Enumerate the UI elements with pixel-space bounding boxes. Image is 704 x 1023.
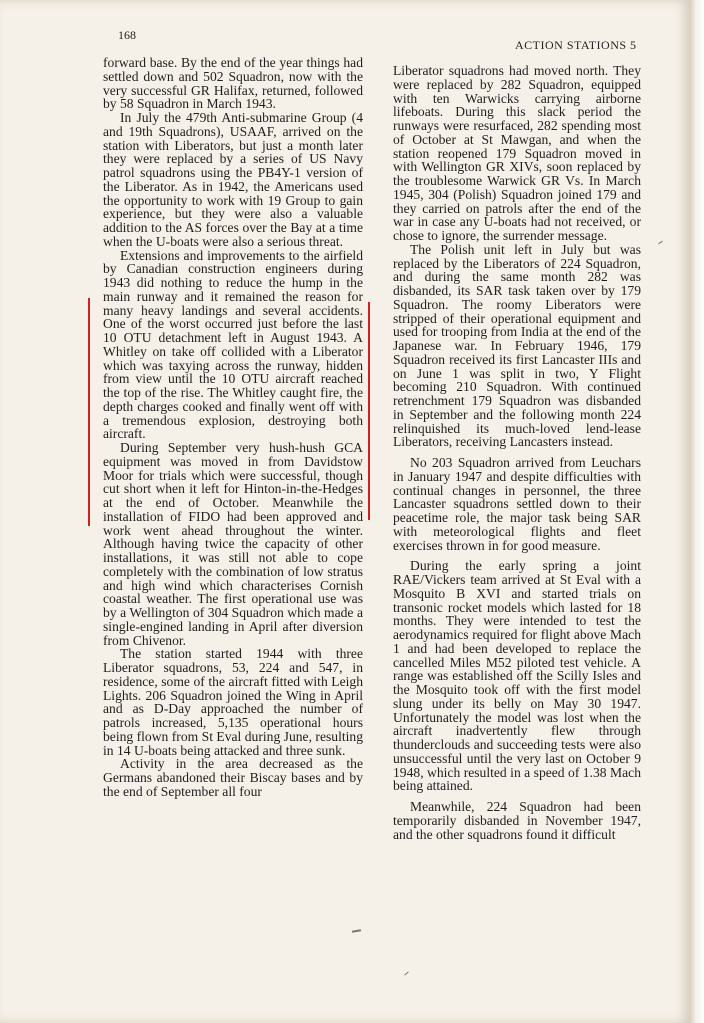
running-head: ACTION STATIONS 5 bbox=[515, 38, 637, 52]
left-paragraph-6: Activity in the area decreased as the Germans abandoned their Biscay bases and by the end of September all four bbox=[103, 756, 363, 799]
paper-speck bbox=[404, 972, 408, 976]
left-paragraph-5: The station started 1944 with three Liberator squadrons, 53, 224 and 547, in residence, some of the aircraft fitted with Leigh Lights. 206 Squadron joined the Wing in April and as D-Day approached the number of patrols increased, 5,135 operational hours being flown from St Eval during June, resulting in 14 U-boats being attacked and three sunk. bbox=[103, 646, 363, 758]
right-paragraph-3: No 203 Squadron arrived from Leuchars in January 1947 and despite difficulties with continual changes in personnel, the three Lancaster squadrons settled down to their peacetime role, the major task being SAR with meteorological flights and fleet exercises thrown in for good measure. bbox=[393, 455, 641, 553]
left-paragraph-2: In July the 479th Anti-submarine Group (4 and 19th Squadrons), USAAF, arrived on the station with Liberators, but just a month later they were replaced by a series of US Navy patrol squadrons using the PB4Y-1 version of the Liberator. As in 1942, the Americans used the opportunity to work with 19 Group to gain experience, but they were also a valuable addition to the AS forces over the Bay at a time when the U-boats were also a serious threat. bbox=[103, 110, 363, 249]
left-paragraph-3: Extensions and improvements to the airfield by Canadian construction engineers during 1943 did nothing to reduce the hump in the main runway and it remained the reason for many heavy landings and several accidents. One of the worst occurred just before the last 10 OTU detachment left in August 1943. A Whitley on take off collided with a Liberator which was taxying across the runway, hidden from view until the 10 OTU aircraft reached the top of the rise. The Whitley caught fire, the depth charges cooked and finally went off with a tremendous explosion, destroying both aircraft. bbox=[103, 247, 363, 442]
right-column bbox=[393, 64, 641, 841]
paper-speck bbox=[658, 241, 663, 245]
right-paragraph-2: The Polish unit left in July but was replaced by the Liberators of 224 Squadron, and during the same month 282 was disbanded, its SAR task taken over by 179 Squadron. The roomy Liberators were stripped of their operational equipment and used for trooping from India at the end of the Japanese war. In February 1946, 179 Squadron received its first Lancaster IIIs and on June 1 was split in two, Y Flight becoming 210 Squadron. With continued retrenchment 179 Squadron was disbanded in September and the following month 224 relinquished its much-loved lend-lease Liberators, receiving Lancasters instead. bbox=[393, 241, 641, 450]
paper-speck bbox=[352, 929, 361, 933]
right-paragraph-4: During the early spring a joint RAE/Vickers team arrived at St Eval with a Mosquito B XVI and started trials on transonic rocket models which lasted for 18 months. They were intended to test the aerodynamics required for flight above Mach 1 and had been developed to replace the cancelled Miles M52 piloted test vehicle. A range was established off the Scilly Isles and the Mosquito took off with the first model slung under its belly on May 30 1947. Unfortunately the model was lost when the aircraft inadvertently flew through thunderclouds and succeeding tests were also unsuccessful until the very last on October 9 1948, which resulted in a speed of 1.38 Mach being attained. bbox=[393, 558, 641, 794]
red-margin-mark-right bbox=[368, 302, 370, 520]
left-column bbox=[103, 56, 363, 799]
left-paragraph-4: During September very hush-hush GCA equipment was moved in from Davidstow Moor for trials which were successful, though cut short when it left for Hinton-in-the-Hedges at the end of October. Meanwhile the installation of FIDO had been approved and work went ahead throughout the winter. Although having twice the capacity of other installations, it was still not able to cope completely with the combination of low stratus and high wind which characterises Cornish coastal weather. The first operational use was by a Wellington of 304 Squadron which made a single-engined landing in April after diversion from Chivenor. bbox=[103, 440, 363, 648]
right-paragraph-1: Liberator squadrons had moved north. They were replaced by 282 Squadron, equipped with ten Warwicks carrying airborne lifeboats. During this slack period the runways were resurfaced, 282 spending most of October at St Mawgan, and when the station reopened 179 Squadron moved in with Wellington GR XIVs, soon replaced by the troublesome Warwick GR Vs. In March 1945, 304 (Polish) Squadron joined 179 and they carried on patrols after the end of the war in case any U-boats had not received, or chose to ignore, the surrender message. bbox=[393, 63, 641, 243]
red-margin-mark-left bbox=[88, 298, 90, 526]
left-paragraph-1: forward base. By the end of the year things had settled down and 502 Squadron, now with the very successful GR Halifax, returned, followed by 58 Squadron in March 1943. bbox=[103, 55, 363, 112]
page-edge-shadow bbox=[690, 0, 704, 1023]
right-paragraph-5: Meanwhile, 224 Squadron had been temporarily disbanded in November 1947, and the other squadrons found it difficult bbox=[393, 799, 641, 842]
page-number: 168 bbox=[118, 28, 136, 42]
